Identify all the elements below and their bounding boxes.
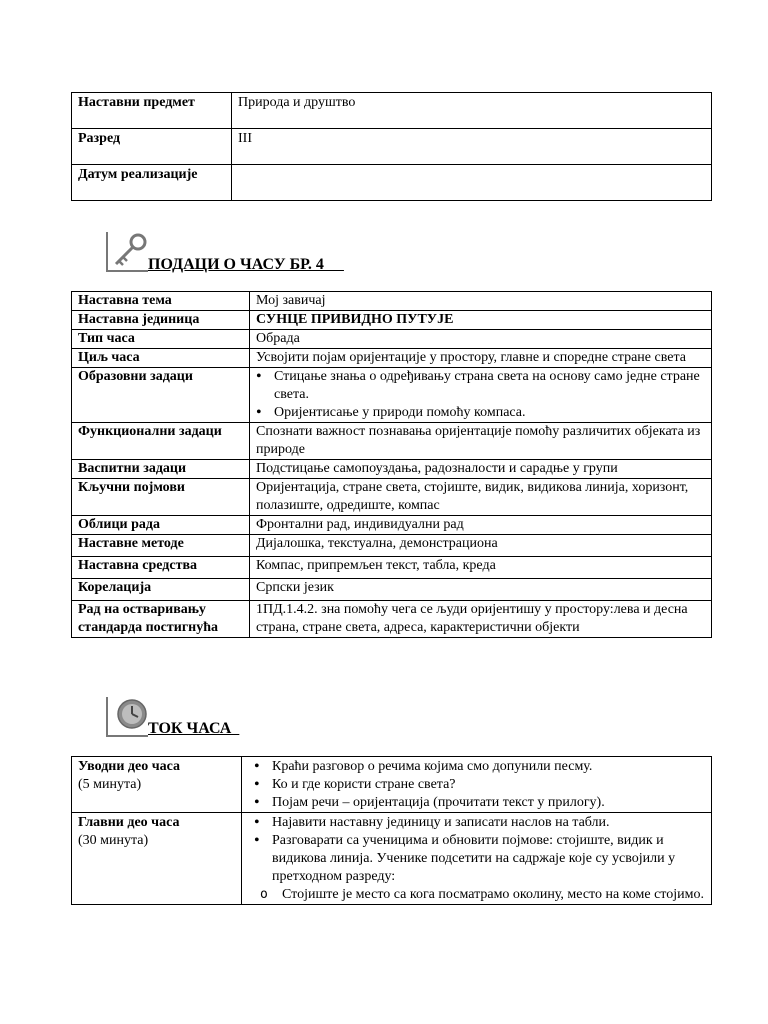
list-item: • Разговарати са ученицима и обновити појмове: стојиште, видик и видикова линија. Ученике подсетити на садржаје које су усвојили у претходном разреду: <box>272 832 705 886</box>
row-value: Оријентација, стране света, стојиште, видик, видикова линија, хоризонт, полазиште, одредиште, компас <box>250 479 712 516</box>
list-item: • Стицање знања о одређивању страна света на основу само једне стране света. <box>274 368 705 404</box>
lesson-unit-title: СУНЦЕ ПРИВИДНО ПУТУЈЕ <box>250 311 712 330</box>
table-row <box>72 535 712 557</box>
row-label: Рад на остваривању стандарда постигнућа <box>72 601 250 638</box>
table-row <box>72 349 712 368</box>
table-row <box>72 557 712 579</box>
flow-table <box>71 756 712 905</box>
row-value: Компас, припремљен текст, табла, креда <box>250 557 712 579</box>
row-label: Функционални задаци <box>72 423 250 460</box>
list-item: • Краћи разговор о речима којима смо допунили песму. <box>272 758 705 776</box>
subject-value: Природа и друштво <box>232 93 712 129</box>
table-row <box>72 579 712 601</box>
table-row <box>72 93 712 129</box>
list-item: • Најавити наставну јединицу и записати наслов на табли. <box>272 814 705 832</box>
main-title: Главни део часа <box>78 815 180 830</box>
row-label: Кључни појмови <box>72 479 250 516</box>
row-label: Наставна тема <box>72 292 250 311</box>
list-item: • Појам речи – оријентација (прочитати текст у прилогу). <box>272 794 705 812</box>
key-icon <box>106 232 148 272</box>
table-row <box>72 479 712 516</box>
meta-table <box>71 92 712 201</box>
row-label: Облици рада <box>72 516 250 535</box>
table-row <box>72 516 712 535</box>
table-row <box>72 368 712 423</box>
row-value <box>250 368 712 423</box>
list-item: o Стојиште је место са кога посматрамо околину, место на коме стојимо. <box>282 886 705 904</box>
row-label: Циљ часа <box>72 349 250 368</box>
bullet-list <box>256 368 705 422</box>
table-row <box>72 311 712 330</box>
flow-heading: ТОК ЧАСА <box>148 720 240 737</box>
intro-duration: (5 минута) <box>78 777 142 792</box>
table-row <box>72 813 712 905</box>
row-value: Мој завичај <box>250 292 712 311</box>
table-row <box>72 757 712 813</box>
intro-content <box>242 757 712 813</box>
grade-value: III <box>232 129 712 165</box>
row-value: Обрада <box>250 330 712 349</box>
row-label: Корелација <box>72 579 250 601</box>
row-value: 1ПД.1.4.2. зна помоћу чега се људи оријентишу у простору:лева и десна страна, стране света, адреса, карактеристични објекти <box>250 601 712 638</box>
table-row <box>72 460 712 479</box>
row-label: Образовни задаци <box>72 368 250 423</box>
main-section-cell <box>72 813 242 905</box>
main-duration: (30 минута) <box>78 833 149 848</box>
row-value: Дијалошка, текстуална, демонстрациона <box>250 535 712 557</box>
intro-section-cell <box>72 757 242 813</box>
row-label: Наставна јединица <box>72 311 250 330</box>
bullet-list <box>254 814 705 886</box>
lesson-table <box>71 291 712 638</box>
row-value: Фронтални рад, индивидуални рад <box>250 516 712 535</box>
row-label: Наставна средства <box>72 557 250 579</box>
row-value: Спознати важност познавања оријентације помоћу различитих објеката из природе <box>250 423 712 460</box>
bullet-list <box>254 758 705 812</box>
lesson-heading: ПОДАЦИ О ЧАСУ БР. 4 <box>148 256 344 273</box>
grade-label: Разред <box>72 129 232 165</box>
row-value: Подстицање самопоуздања, радозналости и сарадње у групи <box>250 460 712 479</box>
subject-label: Наставни предмет <box>72 93 232 129</box>
table-row <box>72 601 712 638</box>
row-label: Наставне методе <box>72 535 250 557</box>
intro-title: Уводни део часа <box>78 759 180 774</box>
sub-list <box>254 886 705 904</box>
list-item: • Ко и где користи стране света? <box>272 776 705 794</box>
table-row <box>72 330 712 349</box>
main-content <box>242 813 712 905</box>
date-value <box>232 165 712 201</box>
clock-icon <box>106 697 148 737</box>
row-value: Усвојити појам оријентације у простору, главне и споредне стране света <box>250 349 712 368</box>
row-label: Васпитни задаци <box>72 460 250 479</box>
row-value: Српски језик <box>250 579 712 601</box>
date-label: Датум реализације <box>72 165 232 201</box>
table-row <box>72 165 712 201</box>
table-row <box>72 129 712 165</box>
table-row <box>72 423 712 460</box>
table-row <box>72 292 712 311</box>
row-label: Тип часа <box>72 330 250 349</box>
list-item: • Оријентисање у природи помоћу компаса. <box>274 404 705 422</box>
